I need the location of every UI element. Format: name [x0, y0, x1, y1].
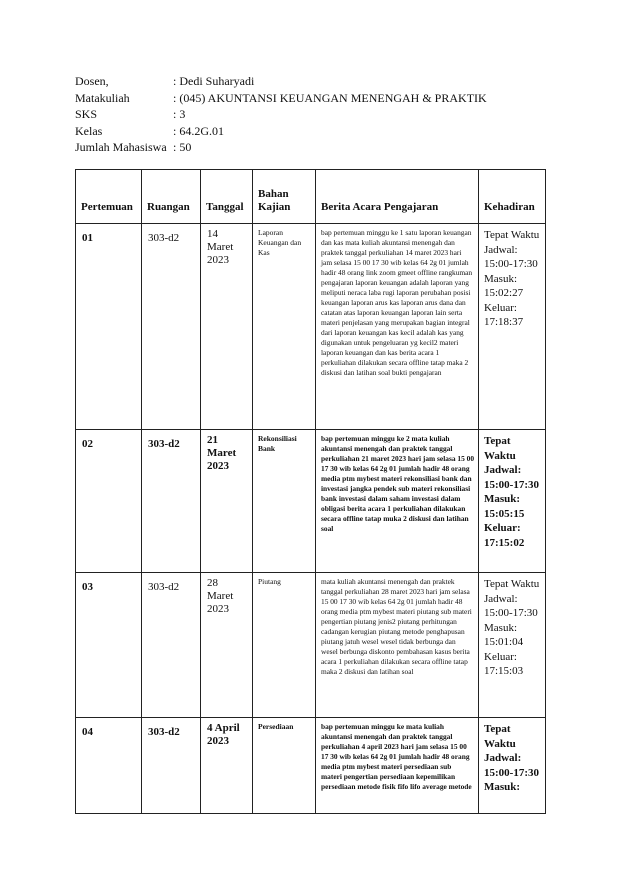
cell-kehadiran: [479, 224, 546, 430]
cell-pertemuan: 03: [76, 573, 142, 718]
att-status: Tepat Waktu: [484, 229, 540, 241]
info-label: Kelas: [75, 123, 103, 138]
info-label: Jumlah Mahasiswa: [75, 140, 167, 154]
info-row-dosen: [75, 73, 487, 90]
info-row-sks: [75, 106, 487, 123]
att-jadwal: Jadwal: 15:00-17:30: [484, 752, 539, 779]
info-value: : Dedi Suharyadi: [173, 74, 255, 88]
att-keluar: Keluar: 17:15:03: [484, 650, 524, 677]
cell-bahan-kajian: Persediaan: [253, 718, 316, 814]
att-jadwal: Jadwal: 15:00-17:30: [484, 464, 539, 491]
document-header: [75, 73, 487, 156]
cell-kehadiran: [479, 718, 546, 814]
info-row-kelas: [75, 123, 487, 140]
cell-bahan-kajian: Rekonsiliasi Bank: [253, 430, 316, 573]
header-pertemuan: Pertemuan: [76, 170, 142, 224]
att-keluar: Keluar: 17:18:37: [484, 301, 524, 328]
att-jadwal: Jadwal: 15:00-17:30: [484, 592, 538, 619]
cell-ruangan: 303-d2: [142, 718, 201, 814]
info-value: : 50: [173, 140, 192, 154]
att-jadwal: Jadwal: 15:00-17:30: [484, 243, 538, 270]
cell-pertemuan: 02: [76, 430, 142, 573]
att-status: Tepat Waktu: [484, 723, 516, 750]
header-ruangan: Ruangan: [142, 170, 201, 224]
cell-ruangan: 303-d2: [142, 224, 201, 430]
cell-tanggal: 21 Maret 2023: [201, 430, 253, 573]
table-row: [76, 718, 546, 814]
cell-ruangan: 303-d2: [142, 573, 201, 718]
info-row-matakuliah: [75, 90, 487, 107]
header-berita-acara: Berita Acara Pengajaran: [316, 170, 479, 224]
attendance-table: [75, 169, 546, 814]
cell-ruangan: 303-d2: [142, 430, 201, 573]
att-status: Tepat Waktu: [484, 435, 516, 462]
cell-berita-acara: bap pertemuan minggu ke 1 satu laporan keuangan dan kas mata kuliah akuntansi menengah dan praktek tanggal perkuliahan 14 maret 2023 hari jam selasa 15 00 17 30 wib kelas 64 2g 01 jumlah hadir 48 orang link zoom gmeet offline rangkuman pengajaran laporan keuangan adalah laporan yang meliputi neraca laba rugi laporan perubahan posisi keuangan laporan arus kas laporan arus dana dan catatan atas laporan keuangan laporan lain serta materi penjelasan yang merupakan bagian integral dari laporan keuangan kas kecil adalah kas yang digunakan untuk pengeluaran yg kecil2 materi laporan keuangan dan kas berita acara 1 perkuliahan dilakukan secara offline tatap maka 2 diskusi dan latihan soal bukti pengajaran: [316, 224, 479, 430]
cell-tanggal: 4 April 2023: [201, 718, 253, 814]
header-tanggal: Tanggal: [201, 170, 253, 224]
att-masuk: Masuk: 15:01:04: [484, 621, 524, 648]
table-row: [76, 573, 546, 718]
cell-bahan-kajian: Laporan Keuangan dan Kas: [253, 224, 316, 430]
cell-bahan-kajian: Piutang: [253, 573, 316, 718]
att-masuk: Masuk: 15:02:27: [484, 272, 524, 299]
table-header-row: [76, 170, 546, 224]
info-label: SKS: [75, 107, 98, 121]
header-bahan-kajian: Bahan Kajian: [253, 170, 316, 224]
cell-kehadiran: [479, 430, 546, 573]
cell-tanggal: 28 Maret 2023: [201, 573, 253, 718]
cell-pertemuan: 04: [76, 718, 142, 814]
table-row: [76, 430, 546, 573]
info-value: : 64.2G.01: [173, 123, 224, 138]
table-row: [76, 224, 546, 430]
info-row-jumlah-mahasiswa: [75, 139, 487, 156]
info-label: Matakuliah: [75, 90, 130, 105]
att-masuk: Masuk: 15:05:15: [484, 493, 525, 520]
info-label: Dosen,: [75, 74, 109, 88]
att-status: Tepat Waktu: [484, 578, 540, 590]
cell-pertemuan: 01: [76, 224, 142, 430]
cell-tanggal: 14 Maret 2023: [201, 224, 253, 430]
header-kehadiran: Kehadiran: [479, 170, 546, 224]
cell-berita-acara: mata kuliah akuntansi menengah dan praktek tanggal perkuliahan 28 maret 2023 hari jam selasa 15 00 17 30 wib kelas 64 2g 01 jumlah hadir 48 orang media ptm mybest materi piutang sub materi pengertian piutang jenis2 piutang perhitungan cadangan kerugian piutang metode penghapusan piutang jatuh wesel wesel tidak berbunga dan wesel berbunga diskonto pembahasan kasus berita acara 1 perkuliahan dilakukan secara offline tatap maka 2 diskusi dan latihan soal: [316, 573, 479, 718]
att-keluar: Keluar: 17:15:02: [484, 522, 525, 549]
cell-kehadiran: [479, 573, 546, 718]
cell-berita-acara: bap pertemuan minggu ke 2 mata kuliah akuntansi menengah dan praktek tanggal perkuliahan 21 maret 2023 hari jam selasa 15 00 17 30 wib kelas 64 2g 01 jumlah hadir 48 orang media ptm mybest materi rekonsiliasi bank dan investasi jangka pendek sub materi rekonsiliasi bank investasi dalam saham investasi dalam obligasi berita acara 1 perkuliahan dilakukan secara offline tatap muka 2 diskusi dan latihan soal: [316, 430, 479, 573]
att-masuk: Masuk:: [484, 781, 521, 793]
info-value: : 3: [173, 107, 186, 121]
info-value: : (045) AKUNTANSI KEUANGAN MENENGAH & PRAKTIK: [173, 90, 487, 105]
cell-berita-acara: bap pertemuan minggu ke mata kuliah akuntansi menengah dan praktek tanggal perkuliahan 4 april 2023 hari jam selasa 15 00 17 30 wib kelas 64 2g 01 jumlah hadir 48 orang media ptm mybest materi persediaan sub materi pengertian persediaan kepemilikan persediaan metode fisik fifo lifo average metode: [316, 718, 479, 814]
